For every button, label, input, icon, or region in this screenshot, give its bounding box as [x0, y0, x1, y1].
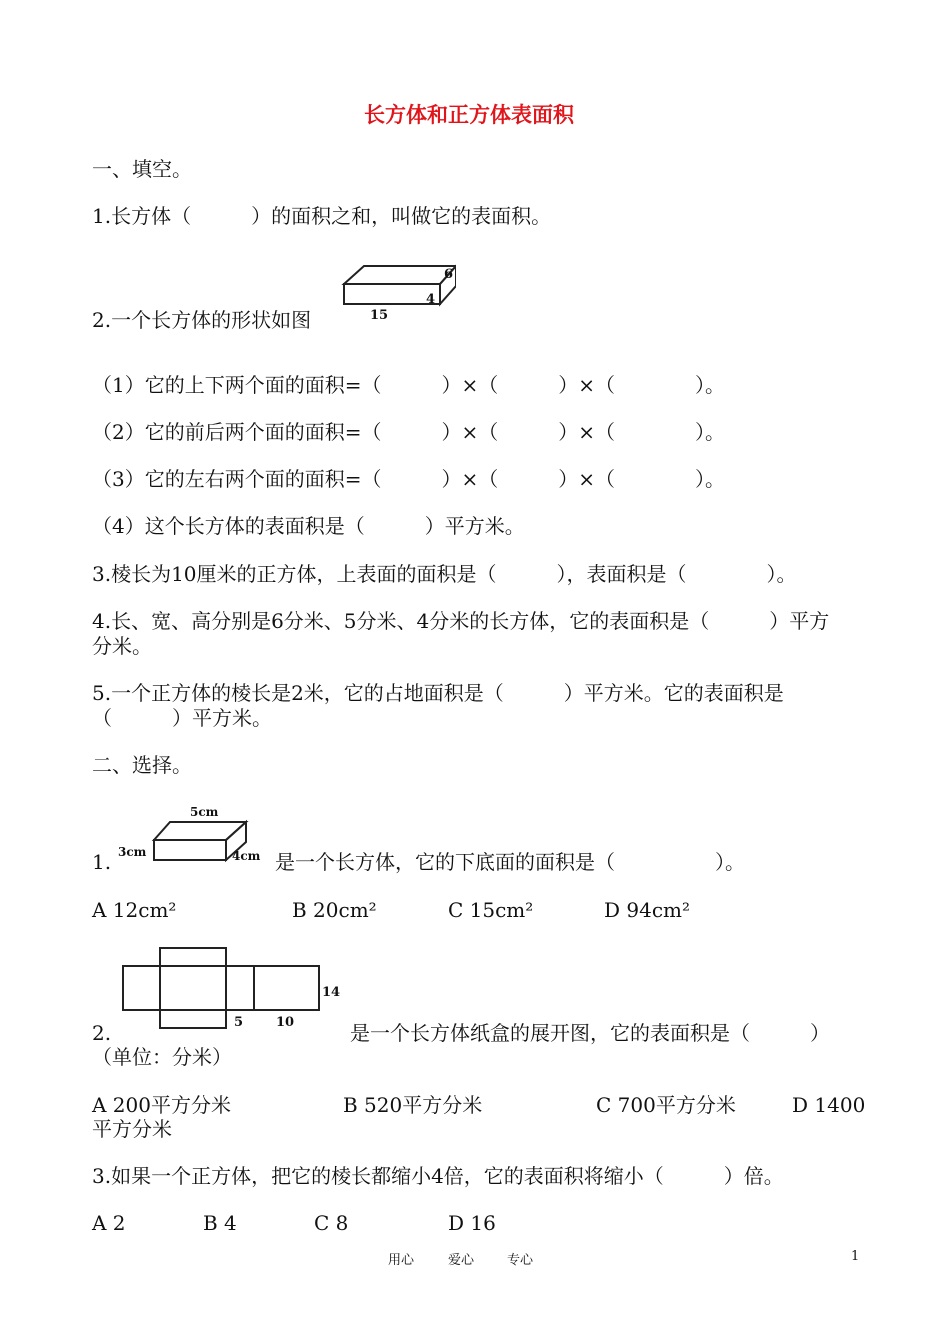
- s2-q1-option-c: C 15cm²: [448, 898, 534, 922]
- s2-q1-option-b: B 20cm²: [292, 898, 377, 922]
- s1-question-3: 3.棱长为10厘米的正方体，上表面的面积是（ ），表面积是（ ）。: [92, 562, 797, 586]
- s2-q2-option-c: C 700平方分米: [596, 1093, 736, 1117]
- s1-question-5-line-2: （ ）平方米。: [92, 706, 272, 730]
- section1-heading: 一、填空。: [92, 157, 192, 181]
- footer-text-3: 专心: [507, 1253, 534, 1268]
- s2-q2-option-b: B 520平方分米: [343, 1093, 483, 1117]
- s2-q2-unit: （单位：分米）: [92, 1045, 232, 1069]
- fig3-label-10: 10: [276, 1015, 295, 1030]
- s2-q1-number: 1.: [92, 850, 112, 874]
- s1-question-4-line-1: 4.长、宽、高分别是6分米、5分米、4分米的长方体，它的表面积是（ ）平方: [92, 609, 830, 633]
- s1-question-4-line-2: 分米。: [92, 634, 152, 658]
- s2-q3-option-c: C 8: [314, 1211, 349, 1235]
- s2-q3-option-a: A 2: [92, 1211, 126, 1235]
- s2-question-1: 是一个长方体，它的下底面的面积是（ ）。: [275, 850, 745, 874]
- s1-q2-sub-3: （3）它的左右两个面的面积=（ ）×（ ）×（ ）。: [92, 467, 725, 491]
- s2-q2-number: 2.: [92, 1021, 112, 1045]
- page-number: 1: [851, 1249, 860, 1264]
- section2-heading: 二、选择。: [92, 753, 192, 777]
- s1-question-1: 1.长方体（ ）的面积之和，叫做它的表面积。: [92, 204, 552, 228]
- s1-question-5-line-1: 5.一个正方体的棱长是2米，它的占地面积是（ ）平方米。它的表面积是: [92, 681, 784, 705]
- fig1-label-l: 15: [370, 308, 389, 323]
- s2-question-2: 是一个长方体纸盒的展开图，它的表面积是（ ）: [350, 1021, 830, 1045]
- fig3-label-14: 14: [322, 985, 341, 1000]
- s1-question-2: 2.一个长方体的形状如图: [92, 308, 312, 332]
- s2-q2-option-d-cont: 平方分米: [92, 1117, 172, 1141]
- s2-q1-option-d: D 94cm²: [604, 898, 691, 922]
- page-title: 长方体和正方体表面积: [364, 102, 574, 127]
- s2-q3-option-b: B 4: [203, 1211, 237, 1235]
- box-net-figure: [118, 944, 348, 1032]
- s2-question-3: 3.如果一个正方体，把它的棱长都缩小4倍，它的表面积将缩小（ ）倍。: [92, 1164, 784, 1188]
- footer-text-1: 用心: [388, 1253, 415, 1268]
- cuboid-figure-6-4-15: [336, 258, 456, 324]
- fig2-label-top: 5cm: [190, 805, 219, 819]
- s2-q1-option-a: A 12cm²: [92, 898, 177, 922]
- fig1-label-w: 4: [426, 292, 436, 307]
- s1-q2-sub-2: （2）它的前后两个面的面积=（ ）×（ ）×（ ）。: [92, 420, 725, 444]
- cuboid-figure-5-4-3: [114, 802, 274, 868]
- s1-q2-sub-1: （1）它的上下两个面的面积=（ ）×（ ）×（ ）。: [92, 373, 725, 397]
- fig2-label-right: 4cm: [232, 849, 261, 863]
- fig2-label-left: 3cm: [118, 845, 147, 859]
- s2-q2-option-d: D 1400: [792, 1093, 866, 1117]
- s2-q3-option-d: D 16: [448, 1211, 496, 1235]
- footer-text-2: 爱心: [448, 1253, 475, 1268]
- fig3-label-5: 5: [234, 1015, 244, 1030]
- s1-q2-sub-4: （4）这个长方体的表面积是（ ）平方米。: [92, 514, 525, 538]
- s2-q2-option-a: A 200平方分米: [92, 1093, 231, 1117]
- fig1-label-h: 6: [444, 267, 454, 282]
